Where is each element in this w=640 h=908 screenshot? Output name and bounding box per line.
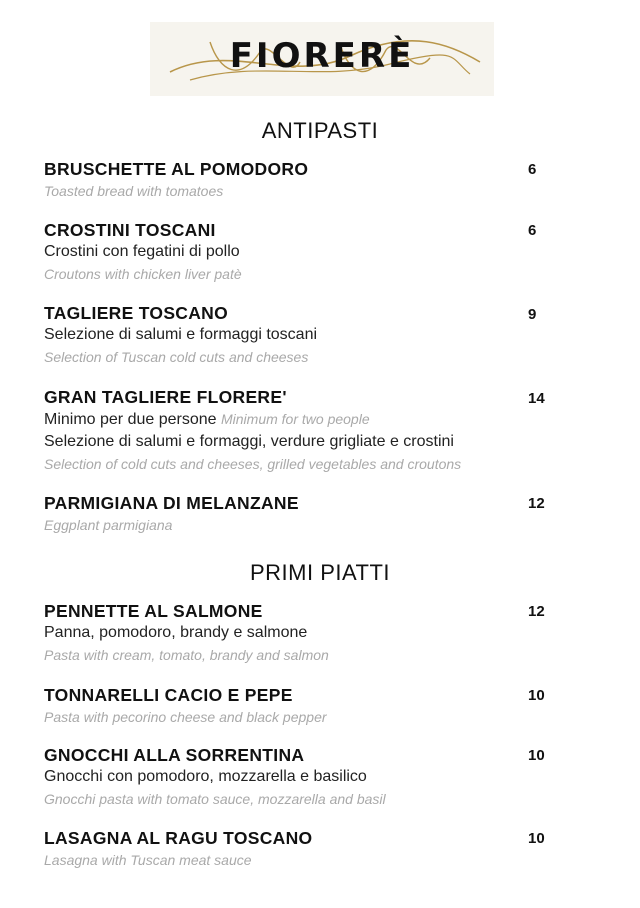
item-english: Croutons with chicken liver patè xyxy=(44,266,242,282)
item-name: GRAN TAGLIERE FLORERE' xyxy=(44,387,287,407)
menu-item xyxy=(44,600,564,666)
menu-item xyxy=(44,492,564,536)
item-english: Pasta with pecorino cheese and black pepper xyxy=(44,709,327,725)
item-name: GNOCCHI ALLA SORRENTINA xyxy=(44,745,305,765)
menu-item xyxy=(44,158,564,202)
section-title-antipasti: ANTIPASTI xyxy=(261,118,379,143)
item-name: PARMIGIANA DI MELANZANE xyxy=(44,493,299,513)
item-price: 10 xyxy=(528,830,545,847)
item-english: Lasagna with Tuscan meat sauce xyxy=(44,852,252,868)
item-name: PENNETTE AL SALMONE xyxy=(44,601,263,621)
item-italian: Gnocchi con pomodoro, mozzarella e basilico xyxy=(44,768,367,785)
item-italian: Selezione di salumi e formaggi toscani xyxy=(44,326,318,343)
item-name: TONNARELLI CACIO E PEPE xyxy=(44,685,293,705)
item-price: 12 xyxy=(528,495,545,512)
item-name: LASAGNA AL RAGU TOSCANO xyxy=(44,828,313,848)
section-title-primi-piatti: PRIMI PIATTI xyxy=(249,560,391,585)
item-name: CROSTINI TOSCANI xyxy=(44,220,216,240)
item-price: 14 xyxy=(528,390,545,407)
item-price: 10 xyxy=(528,747,545,764)
item-english: Selection of Tuscan cold cuts and cheeses xyxy=(44,349,309,365)
menu-item xyxy=(44,744,564,810)
item-english: Gnocchi pasta with tomato sauce, mozzarella and basil xyxy=(44,791,386,807)
menu-item xyxy=(44,302,564,368)
menu-item xyxy=(44,684,564,728)
item-name: BRUSCHETTE AL POMODORO xyxy=(44,159,309,179)
item-name: TAGLIERE TOSCANO xyxy=(44,303,229,323)
restaurant-logo xyxy=(150,22,494,96)
logo-wordmark: FIORERÈ xyxy=(229,36,415,76)
item-english: Pasta with cream, tomato, brandy and salmon xyxy=(44,647,329,663)
item-note xyxy=(44,408,564,431)
menu-item xyxy=(44,386,564,475)
item-price: 6 xyxy=(528,161,537,178)
item-price: 12 xyxy=(528,603,545,620)
item-italian: Panna, pomodoro, brandy e salmone xyxy=(44,624,308,641)
menu-item xyxy=(44,219,564,285)
item-english: Toasted bread with tomatoes xyxy=(44,183,224,199)
menu-item xyxy=(44,827,564,871)
item-price: 6 xyxy=(528,222,537,239)
item-english: Eggplant parmigiana xyxy=(44,517,173,533)
note-italian: Minimo per due persone xyxy=(44,411,217,428)
item-italian: Crostini con fegatini di pollo xyxy=(44,243,240,260)
item-price: 10 xyxy=(528,687,545,704)
item-italian: Selezione di salumi e formaggi, verdure grigliate e crostini xyxy=(44,433,454,450)
note-english: Minimum for two people xyxy=(221,411,370,427)
item-english: Selection of cold cuts and cheeses, grilled vegetables and croutons xyxy=(44,456,462,472)
item-price: 9 xyxy=(528,306,537,323)
